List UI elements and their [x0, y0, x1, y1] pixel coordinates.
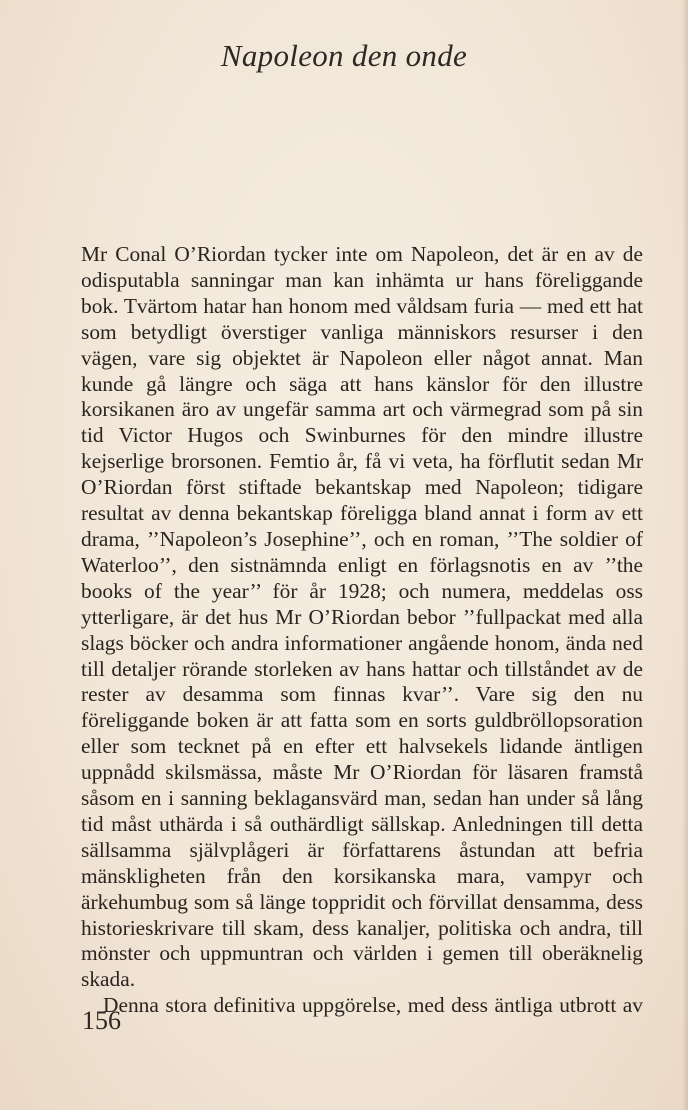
paragraph-1: Mr Conal O’Riordan tycker inte om Napoleon, det är en av de odisputabla sanningar man kan inhämta ur hans föreliggande bok. Tvärtom hatar han honom med våldsam furia — med ett hat som betydligt överstiger vanliga människors resurser i den vägen, vare sig objektet är Napoleon eller något annat. Man kunde gå längre och säga att hans känslor för den illustre korsikanen äro av ungefär samma art och värmegrad som på sin tid Victor Hugos och Swinburnes för den mindre illustre kejserlige brorsonen. Femtio år, få vi veta, ha förflutit sedan Mr O’Riordan först stiftade bekantskap med Napoleon; tidigare resultat av denna bekantskap föreligga bland annat i form av ett drama, ’’Napoleon’s Josephine’’, och en roman, ’’The soldier of Waterloo’’, den sistnämnda enligt en förlagsnotis en av ’’the books of the year’’ för år 1928; och numera, meddelas oss ytterligare, är det hus Mr O’Riordan bebor ’’fullpackat med alla slags böcker och andra informationer angående honom, ända ned till detaljer rörande storleken av hans hattar och tillståndet av de rester av desamma som finnas kvar’’. Vare sig den nu föreliggande boken är att fatta som en sorts guldbröllopsoration eller som tecknet på en efter ett halvsekels lidande äntligen uppnådd skilsmässa, måste Mr O’Riordan för läsaren framstå såsom en i sanning beklagansvärd man, sedan han under så lång tid måst uthärda i så outhärdligt sällskap. Anledningen till detta sällsamma självplågeri är författarens åstundan att befria mänskligheten från den korsikanska mara, vampyr och ärkehumbug som så länge toppridit och förvillat densamma, dess historieskrivare till skam, dess kanaljer, politiska och andra, till mönster och uppmuntran och världen i gemen till oberäknelig skada.	[81, 242, 643, 992]
page-title: Napoleon den onde	[220, 38, 468, 73]
page-number: 156	[82, 1006, 121, 1035]
page-edge-shadow	[682, 0, 688, 1110]
body-text	[81, 242, 643, 1019]
paragraph-2: Denna stora definitiva uppgörelse, med dess äntliga utbrott av	[103, 993, 643, 1018]
